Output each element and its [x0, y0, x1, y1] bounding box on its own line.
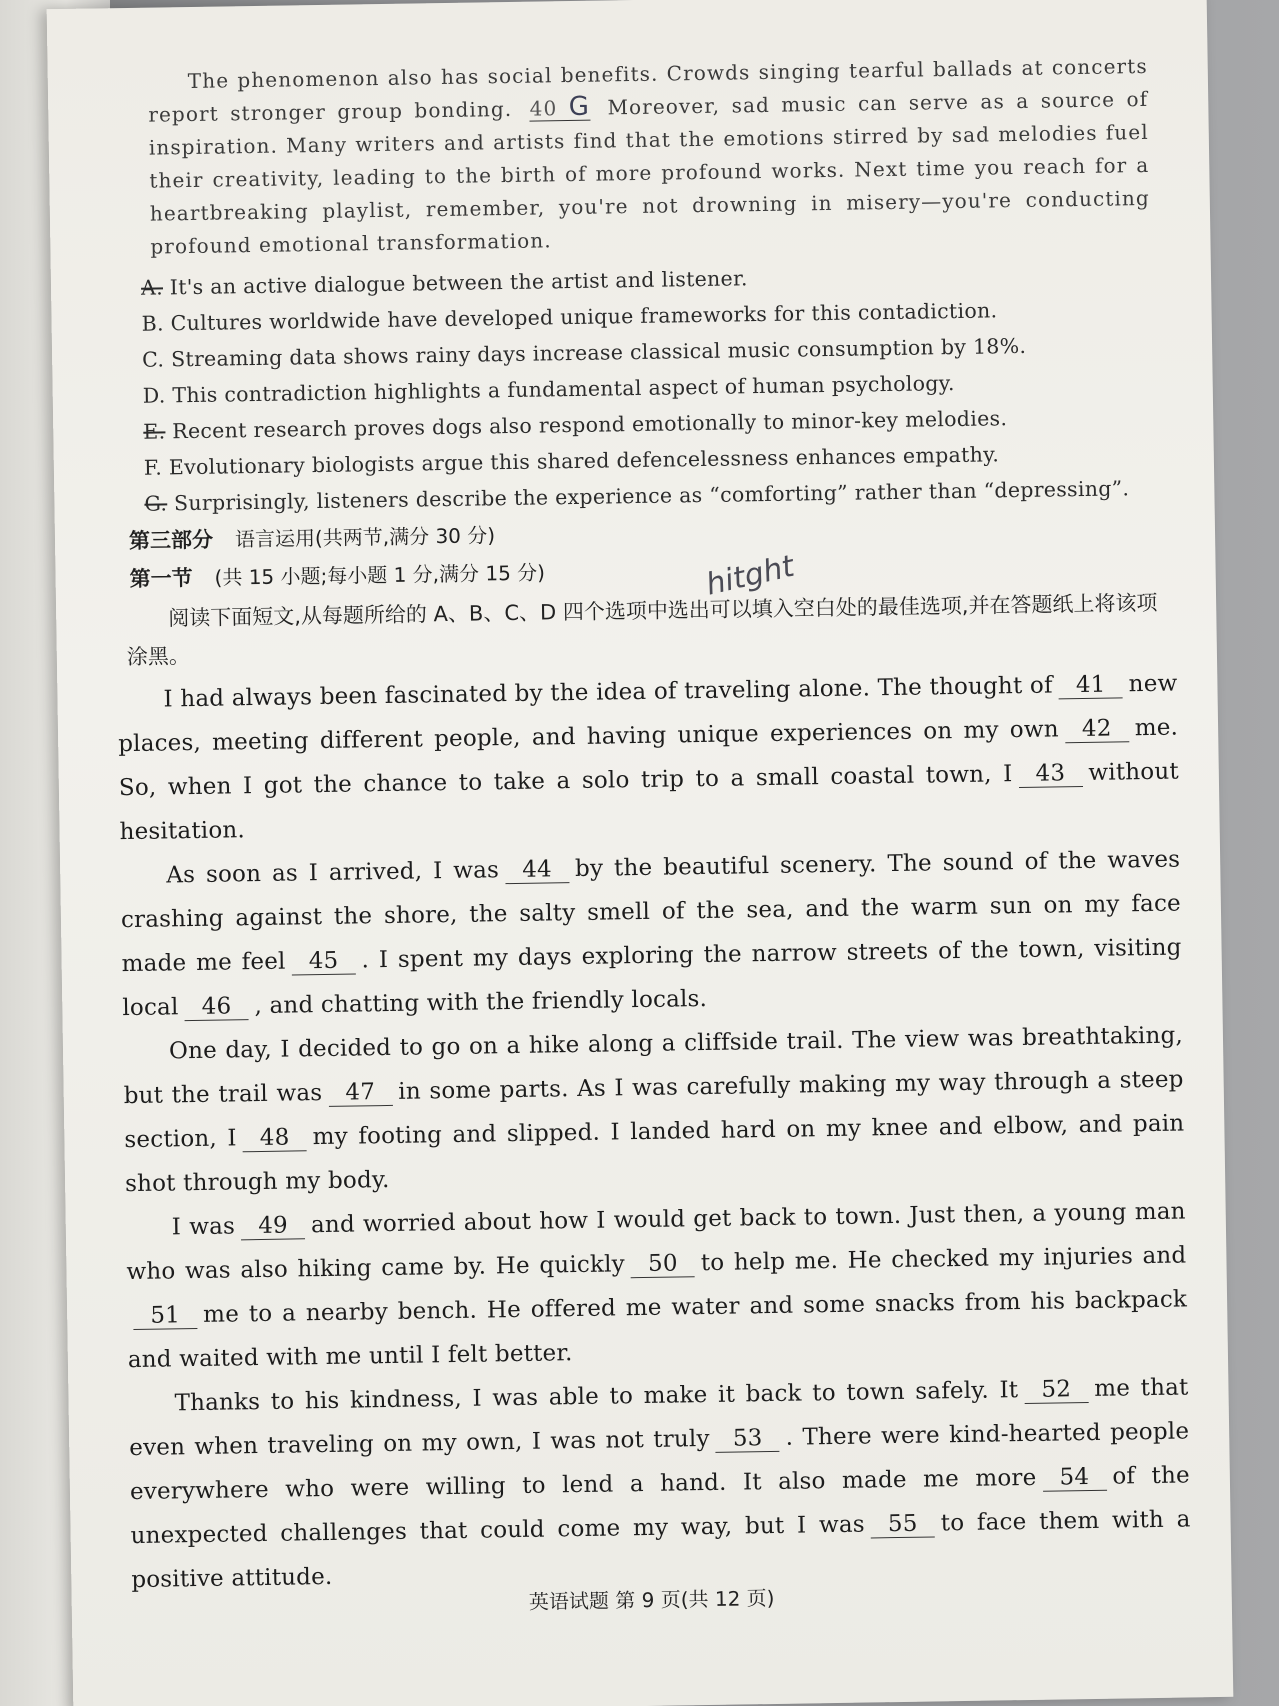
blank-47: 47 — [328, 1079, 392, 1107]
instructions: 阅读下面短文,从每题所给的 A、B、C、D 四个选项中选出可以填入空白处的最佳选项,并在答题纸上将该项涂黑。 — [126, 590, 1158, 670]
passage-line: heartbreaking playlist, remember, you're not drowning in misery—you're conducting — [149, 185, 1150, 226]
option-text: Recent research proves dogs also respond emotionally to minor-key melodies. — [172, 406, 1008, 444]
section3-subtitle: 语言运用(共两节,满分 30 分) — [234, 523, 496, 552]
cloze-paragraph-3 — [123, 1013, 1186, 1206]
section1-title: 第一节 — [129, 565, 193, 591]
cloze-text: me to a nearby bench. He offered me water and some snacks from his backpack and waited with me until I felt better. — [127, 1286, 1188, 1374]
blank-54: 54 — [1042, 1464, 1106, 1492]
blank-45: 45 — [291, 947, 355, 975]
cloze-paragraph-1 — [117, 662, 1180, 855]
option-letter: A. — [140, 275, 164, 300]
blank-41: 41 — [1058, 671, 1122, 699]
blank-40 — [529, 91, 591, 123]
blank-52: 52 — [1024, 1376, 1088, 1404]
blank-number: 40 — [529, 96, 558, 121]
blank-49: 49 — [241, 1212, 305, 1240]
cloze-text: to help me. He checked my injuries and — [700, 1242, 1187, 1277]
options-list — [141, 254, 1175, 522]
blank-55: 55 — [871, 1510, 935, 1538]
cloze-paragraph-4 — [125, 1189, 1188, 1382]
cloze-text: of the unexpected challenges that could come my way, but I was — [130, 1462, 1191, 1550]
option-text: This contradiction highlights a fundamental aspect of human psychology. — [172, 371, 955, 408]
cloze-paragraph-2 — [120, 838, 1183, 1031]
option-letter: E. — [143, 419, 166, 444]
exam-page — [47, 0, 1234, 1706]
passage-line: inspiration. Many writers and artists find that the emotions stirred by sad melodies fuel their — [148, 119, 1149, 193]
blank-44: 44 — [505, 856, 569, 884]
option-letter: C. — [142, 347, 165, 372]
cloze-text: One day, I decided to go on a hike along a cliffside trail. The view was breathtaking, but the trail was — [123, 1022, 1184, 1110]
section3-title: 第三部分 — [128, 527, 214, 553]
option-letter: F. — [143, 455, 163, 480]
page-footer: 英语试题 第 9 页(共 12 页) — [528, 1585, 775, 1614]
passage-line: creativity, leading to the birth of more profound works. Next time you reach for a — [212, 152, 1150, 192]
option-text: Cultures worldwide have developed unique frameworks for this contadiction. — [170, 298, 998, 336]
passage-line: Moreover, sad music can serve as a source of — [607, 86, 1149, 120]
blank-53: 53 — [715, 1425, 779, 1453]
cloze-paragraph-5 — [128, 1365, 1191, 1602]
option-letter: B. — [141, 311, 164, 336]
option-text: Evolutionary biologists argue this shared defencelessness enhances empathy. — [168, 442, 1000, 480]
section1-subtitle: (共 15 小题;每小题 1 分,满分 15 分) — [214, 560, 546, 590]
option-text: It's an active dialogue between the artist and listener. — [169, 266, 748, 300]
passage-final-paragraph — [148, 50, 1151, 264]
option-text: Streaming data shows rainy days increase classical music consumption by 18%. — [170, 333, 1027, 372]
cloze-text: , and chatting with the friendly locals. — [254, 985, 708, 1020]
cloze-text: me that even when traveling on my own, I was not truly — [129, 1374, 1189, 1462]
cloze-text: I had always been fascinated by the idea of traveling alone. The thought of — [163, 672, 1053, 713]
blank-43: 43 — [1018, 760, 1082, 788]
option-letter: G. — [144, 491, 168, 516]
option-letter: D. — [142, 383, 166, 408]
cloze-text: and worried about how I would get back to town. Just then, a young man who was also hiking came by. He quickly — [126, 1198, 1186, 1286]
blank-46: 46 — [184, 993, 248, 1021]
cloze-text: Thanks to his kindness, I was able to make it back to town safely. It — [174, 1377, 1019, 1417]
passage-line: The phenomenon also has social benefits. Crowds singing tearful ballads at concerts — [187, 53, 1148, 94]
passage-line: profound emotional transformation. — [150, 228, 552, 259]
blank-50: 50 — [631, 1250, 695, 1278]
cloze-text: . I spent my days exploring the narrow streets of the town, visiting local — [122, 934, 1182, 1022]
cloze-text: to face them with a positive attitude. — [131, 1506, 1191, 1594]
blank-42: 42 — [1065, 715, 1129, 743]
page-content — [118, 50, 1192, 1602]
blank-51: 51 — [133, 1302, 197, 1330]
cloze-text: by the beautiful scenery. The sound of the waves crashing against the shore, the salty smell of the sea, and the warm sun on my face made me feel — [120, 846, 1182, 978]
cloze-text: As soon as I arrived, I was — [166, 857, 500, 889]
handwritten-note: hitght — [702, 548, 798, 603]
cloze-text: me. So, when I got the chance to take a solo trip to a small coastal town, I — [118, 714, 1179, 802]
cloze-text: my footing and slipped. I landed hard on my knee and elbow, and pain shot through my body. — [124, 1110, 1185, 1198]
cloze-text: I was — [171, 1213, 236, 1241]
cloze-text: in some parts. As I was carefully making my way through a steep section, I — [124, 1066, 1184, 1154]
handwritten-answer: G — [568, 91, 591, 123]
cloze-text: . There were kind-hearted people everywhere who were willing to lend a hand. It also made me more — [129, 1418, 1190, 1506]
passage-line: report stronger group bonding. — [148, 96, 513, 127]
cloze-text: without hesitation. — [119, 758, 1179, 846]
option-text: Surprisingly, listeners describe the experience as “comforting” rather than “depressing”. — [173, 476, 1130, 516]
blank-48: 48 — [242, 1124, 306, 1152]
cloze-text: new places, meeting different people, and having unique experiences on my own — [118, 670, 1178, 758]
